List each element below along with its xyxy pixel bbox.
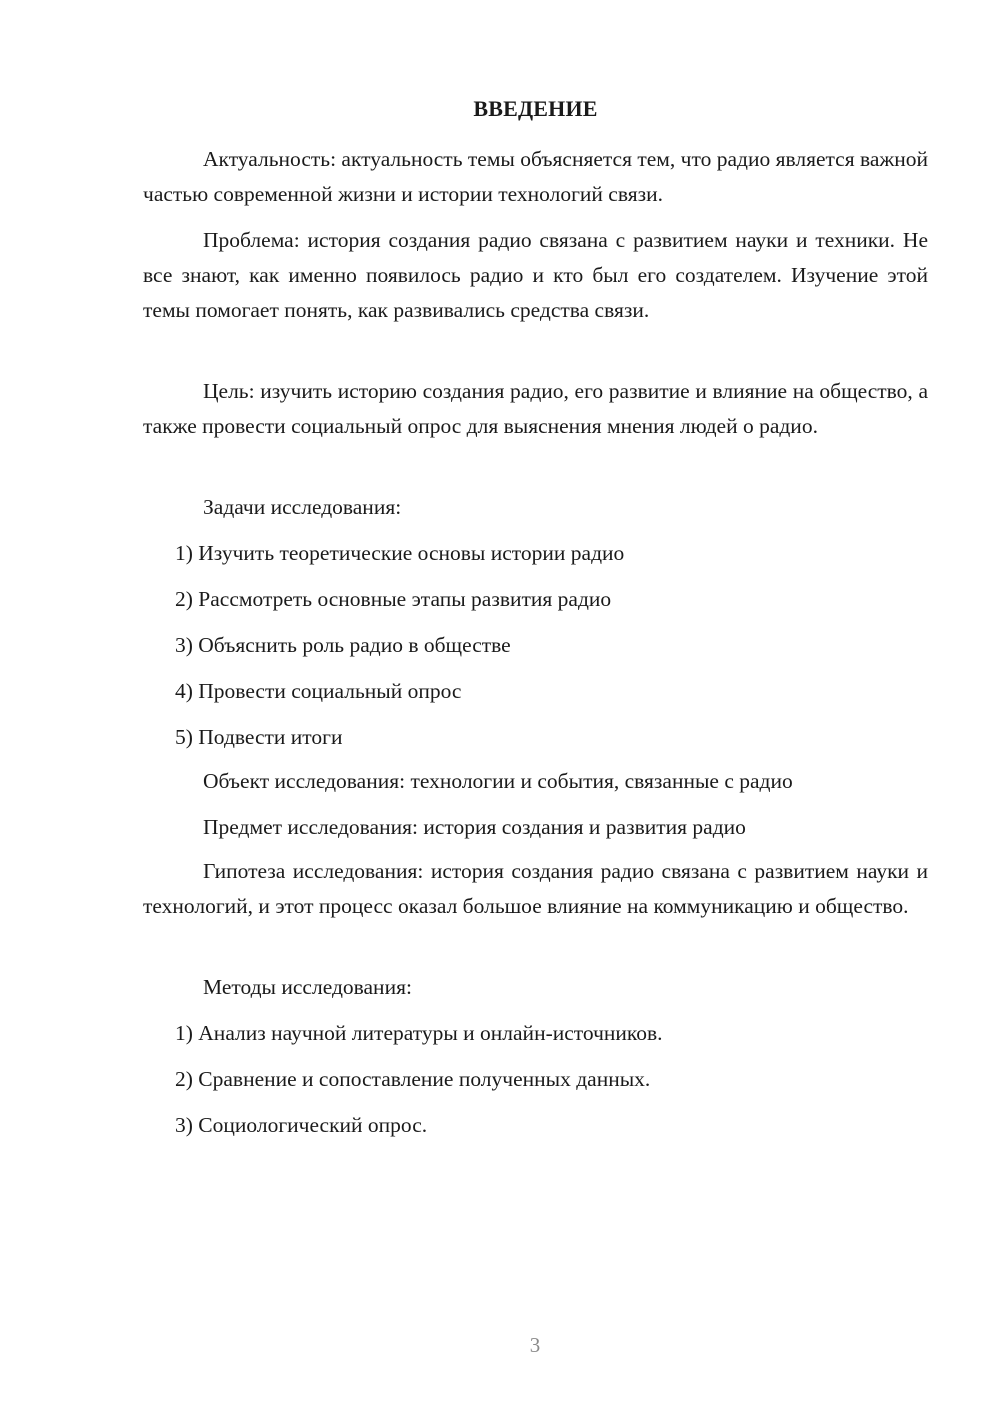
hypothesis-paragraph: Гипотеза исследования: история создания радио связана с развитием науки и технологий, и этот процесс оказал большое влияние на коммуникацию и общество. <box>143 859 928 918</box>
list-item: 1) Анализ научной литературы и онлайн-источников. <box>175 1021 663 1045</box>
list-item: 5) Подвести итоги <box>175 725 343 749</box>
problem-paragraph: Проблема: история создания радио связана с развитием науки и техники. Не все знают, как именно появилось радио и кто был его создателем. Изучение этой темы помогает понять, как развивались средства связи. <box>143 228 928 322</box>
list-item: 2) Сравнение и сопоставление полученных данных. <box>175 1067 651 1091</box>
object-block <box>143 764 928 799</box>
research-subject: Предмет исследования: история создания и развития радио <box>203 815 746 839</box>
list-item: 3) Объяснить роль радио в обществе <box>175 633 511 657</box>
methods-heading: Методы исследования: <box>203 975 412 999</box>
methods-list <box>143 1016 928 1143</box>
page-title: ВВЕДЕНИЕ <box>473 96 598 121</box>
problem-paragraph-block <box>143 223 928 328</box>
list-item: 4) Провести социальный опрос <box>175 679 462 703</box>
methods-heading-block <box>143 970 928 1005</box>
subject-block <box>143 810 928 845</box>
goal-paragraph-block <box>143 374 928 444</box>
research-object: Объект исследования: технологии и события, связанные с радио <box>203 769 793 793</box>
tasks-heading: Задачи исследования: <box>203 495 402 519</box>
relevance-paragraph: Актуальность: актуальность темы объясняется тем, что радио является важной частью современной жизни и истории технологий связи. <box>143 147 928 206</box>
goal-paragraph: Цель: изучить историю создания радио, его развитие и влияние на общество, а также провести социальный опрос для выяснения мнения людей о радио. <box>143 379 928 438</box>
hypothesis-paragraph-block <box>143 854 928 924</box>
tasks-list <box>143 536 928 755</box>
relevance-paragraph-block <box>143 142 928 212</box>
list-item: 2) Рассмотреть основные этапы развития радио <box>175 587 612 611</box>
page-number: 3 <box>529 1333 541 1357</box>
tasks-heading-block <box>143 490 928 525</box>
list-item: 3) Социологический опрос. <box>175 1113 428 1137</box>
list-item: 1) Изучить теоретические основы истории радио <box>175 541 625 565</box>
